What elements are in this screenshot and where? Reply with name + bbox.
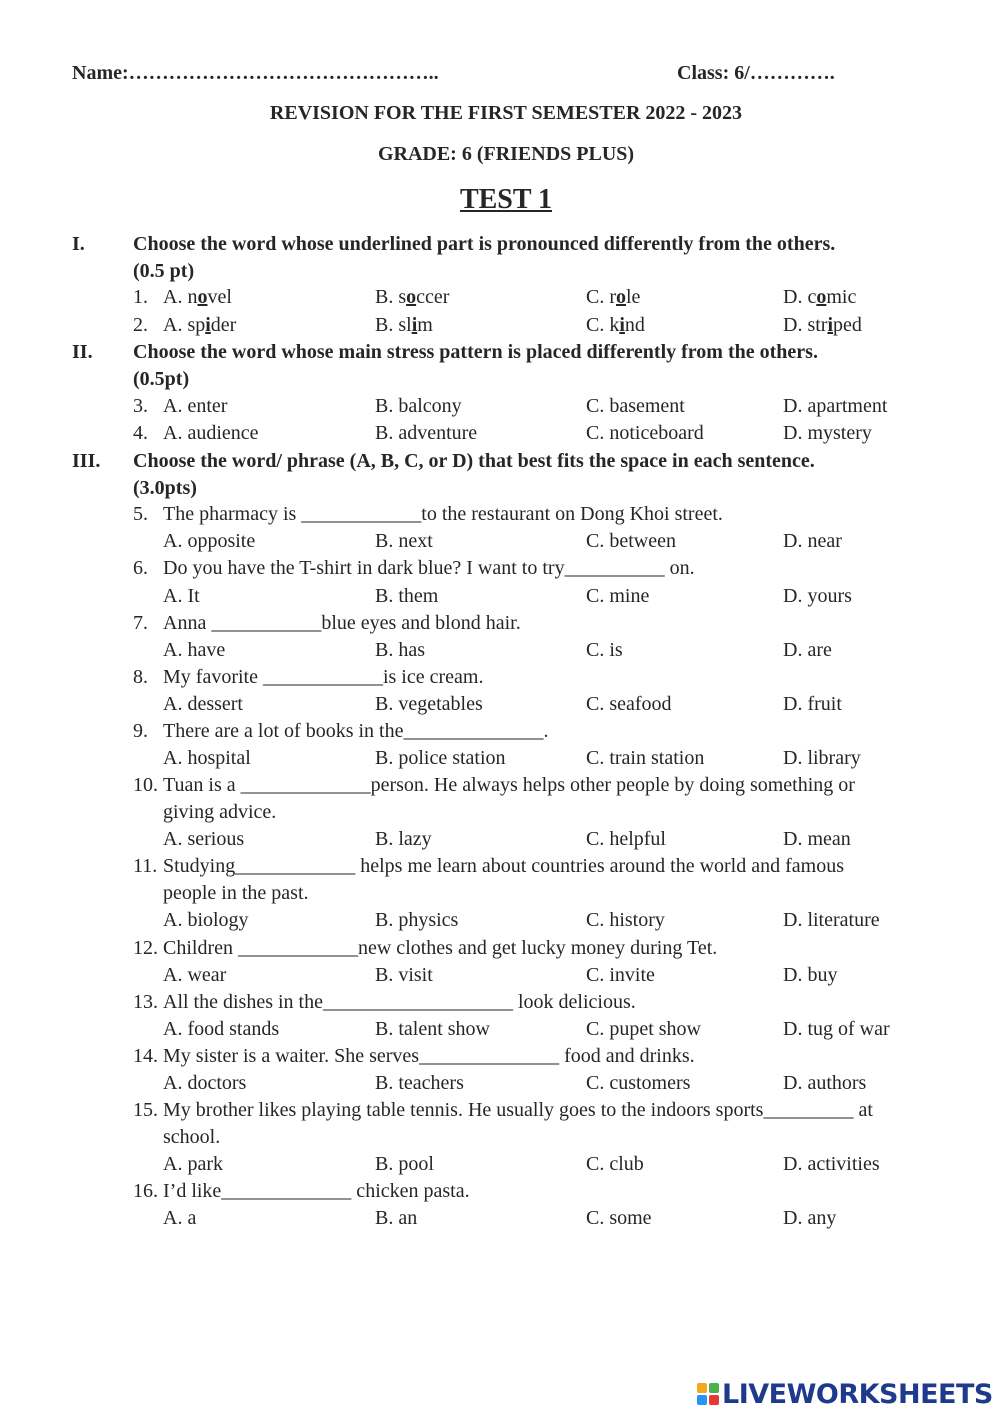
instruction-line: Choose the word/ phrase (A, B, C, or D) that best fits the space in each sentence.: [133, 450, 815, 472]
option-c[interactable]: C. train station: [586, 747, 705, 769]
option-c[interactable]: C. customers: [586, 1072, 691, 1094]
option-b[interactable]: B. police station: [375, 747, 506, 769]
option-b[interactable]: B. pool: [375, 1153, 434, 1175]
section-instruction: [133, 448, 913, 502]
option-d[interactable]: D. fruit: [783, 693, 842, 715]
question-number: 5.: [133, 503, 148, 525]
logo-square-2: [709, 1383, 719, 1393]
option-b[interactable]: B. an: [375, 1207, 418, 1229]
option-c[interactable]: C. mine: [586, 585, 650, 607]
question-text: Studying____________ helps me learn about countries around the world and famous: [163, 855, 844, 877]
section-instruction: [133, 339, 913, 393]
option-a[interactable]: A. dessert: [163, 693, 243, 715]
option-c[interactable]: C. helpful: [586, 828, 666, 850]
instruction-points: (0.5 pt): [133, 260, 195, 282]
option-c[interactable]: C. invite: [586, 964, 655, 986]
option-b[interactable]: B. them: [375, 585, 439, 607]
page-title: REVISION FOR THE FIRST SEMESTER 2022 - 2023: [269, 102, 743, 124]
section-number: I.: [72, 233, 85, 255]
option-d[interactable]: D. literature: [783, 909, 880, 931]
option-d[interactable]: D. mean: [783, 828, 851, 850]
logo-text: LIVEWORKSHEETS: [722, 1378, 993, 1410]
question-number: 1.: [133, 286, 148, 308]
option-d[interactable]: D. library: [783, 747, 861, 769]
option-a[interactable]: A. food stands: [163, 1018, 280, 1040]
option-d[interactable]: D. authors: [783, 1072, 867, 1094]
option-c[interactable]: C. basement: [586, 395, 685, 417]
option-c[interactable]: C. is: [586, 639, 623, 661]
question-text-continued: school.: [163, 1126, 221, 1148]
option-b[interactable]: B. adventure: [375, 422, 478, 444]
option-a[interactable]: A. novel: [163, 286, 232, 308]
question-text: The pharmacy is ____________to the restaurant on Dong Khoi street.: [163, 503, 723, 525]
option-d[interactable]: D. near: [783, 530, 842, 552]
option-d[interactable]: D. yours: [783, 585, 852, 607]
option-b[interactable]: B. lazy: [375, 828, 432, 850]
class-field-label: Class: 6/………….: [677, 62, 835, 84]
option-c[interactable]: C. club: [586, 1153, 644, 1175]
option-a[interactable]: A. hospital: [163, 747, 251, 769]
option-a[interactable]: A. serious: [163, 828, 245, 850]
option-d[interactable]: D. any: [783, 1207, 837, 1229]
question-text: All the dishes in the___________________ look delicious.: [163, 991, 636, 1013]
option-d[interactable]: D. comic: [783, 286, 857, 308]
question-number: 13.: [133, 991, 158, 1013]
option-b[interactable]: B. balcony: [375, 395, 462, 417]
option-c[interactable]: C. pupet show: [586, 1018, 701, 1040]
question-number: 15.: [133, 1099, 158, 1121]
option-c[interactable]: C. kind: [586, 314, 645, 336]
test-title: TEST 1: [459, 184, 553, 215]
instruction-points: (3.0pts): [133, 477, 197, 499]
logo-square-3: [697, 1395, 707, 1405]
question-text: My sister is a waiter. She serves______________ food and drinks.: [163, 1045, 695, 1067]
instruction-line: Choose the word whose main stress pattern is placed differently from the others.: [133, 341, 818, 363]
question-text-continued: giving advice.: [163, 801, 277, 823]
option-b[interactable]: B. visit: [375, 964, 433, 986]
option-b[interactable]: B. talent show: [375, 1018, 490, 1040]
option-a[interactable]: A. a: [163, 1207, 197, 1229]
option-d[interactable]: D. buy: [783, 964, 838, 986]
question-text: I’d like_____________ chicken pasta.: [163, 1180, 470, 1202]
question-number: 16.: [133, 1180, 158, 1202]
question-text: There are a lot of books in the______________.: [163, 720, 549, 742]
question-text: My favorite ____________is ice cream.: [163, 666, 484, 688]
logo-square-4: [709, 1395, 719, 1405]
instruction-points: (0.5pt): [133, 368, 190, 390]
option-a[interactable]: A. opposite: [163, 530, 256, 552]
question-number: 10.: [133, 774, 158, 796]
option-d[interactable]: D. mystery: [783, 422, 872, 444]
option-b[interactable]: B. soccer: [375, 286, 450, 308]
question-number: 7.: [133, 612, 148, 634]
option-a[interactable]: A. spider: [163, 314, 237, 336]
option-d[interactable]: D. activities: [783, 1153, 880, 1175]
logo-grid-icon: [697, 1383, 719, 1405]
option-b[interactable]: B. slim: [375, 314, 433, 336]
section-instruction: [133, 231, 913, 285]
question-text: Do you have the T-shirt in dark blue? I want to try__________ on.: [163, 557, 695, 579]
option-b[interactable]: B. next: [375, 530, 433, 552]
option-c[interactable]: C. history: [586, 909, 665, 931]
option-a[interactable]: A. biology: [163, 909, 249, 931]
question-number: 3.: [133, 395, 148, 417]
question-number: 4.: [133, 422, 148, 444]
section-number: II.: [72, 341, 93, 363]
question-number: 12.: [133, 937, 158, 959]
option-d[interactable]: D. striped: [783, 314, 862, 336]
option-b[interactable]: B. physics: [375, 909, 459, 931]
option-a[interactable]: A. wear: [163, 964, 227, 986]
option-a[interactable]: A. park: [163, 1153, 223, 1175]
question-text: My brother likes playing table tennis. He usually goes to the indoors sports_________ at: [163, 1099, 873, 1121]
question-number: 11.: [133, 855, 158, 877]
section-number: III.: [72, 450, 101, 472]
option-b[interactable]: B. vegetables: [375, 693, 483, 715]
option-b[interactable]: B. has: [375, 639, 425, 661]
option-a[interactable]: A. enter: [163, 395, 228, 417]
question-text: Tuan is a _____________person. He always helps other people by doing something or: [163, 774, 855, 796]
logo-square-1: [697, 1383, 707, 1393]
option-c[interactable]: C. some: [586, 1207, 652, 1229]
option-a[interactable]: A. doctors: [163, 1072, 247, 1094]
option-d[interactable]: D. apartment: [783, 395, 888, 417]
question-number: 14.: [133, 1045, 158, 1067]
option-a[interactable]: A. have: [163, 639, 226, 661]
option-c[interactable]: C. role: [586, 286, 641, 308]
liveworksheets-logo: [697, 1378, 993, 1410]
option-b[interactable]: B. teachers: [375, 1072, 464, 1094]
option-c[interactable]: C. between: [586, 530, 676, 552]
option-a[interactable]: A. It: [163, 585, 200, 607]
question-number: 2.: [133, 314, 148, 336]
question-number: 8.: [133, 666, 148, 688]
option-d[interactable]: D. are: [783, 639, 832, 661]
option-d[interactable]: D. tug of war: [783, 1018, 890, 1040]
instruction-line: Choose the word whose underlined part is pronounced differently from the others.: [133, 233, 836, 255]
question-number: 9.: [133, 720, 148, 742]
question-text-continued: people in the past.: [163, 882, 309, 904]
question-text: Children ____________new clothes and get lucky money during Tet.: [163, 937, 718, 959]
question-number: 6.: [133, 557, 148, 579]
name-field-label: Name:………………………………………..: [72, 62, 439, 84]
grade-label: GRADE: 6 (FRIENDS PLUS): [377, 143, 635, 165]
option-c[interactable]: C. noticeboard: [586, 422, 704, 444]
option-a[interactable]: A. audience: [163, 422, 259, 444]
option-c[interactable]: C. seafood: [586, 693, 672, 715]
question-text: Anna ___________blue eyes and blond hair.: [163, 612, 521, 634]
